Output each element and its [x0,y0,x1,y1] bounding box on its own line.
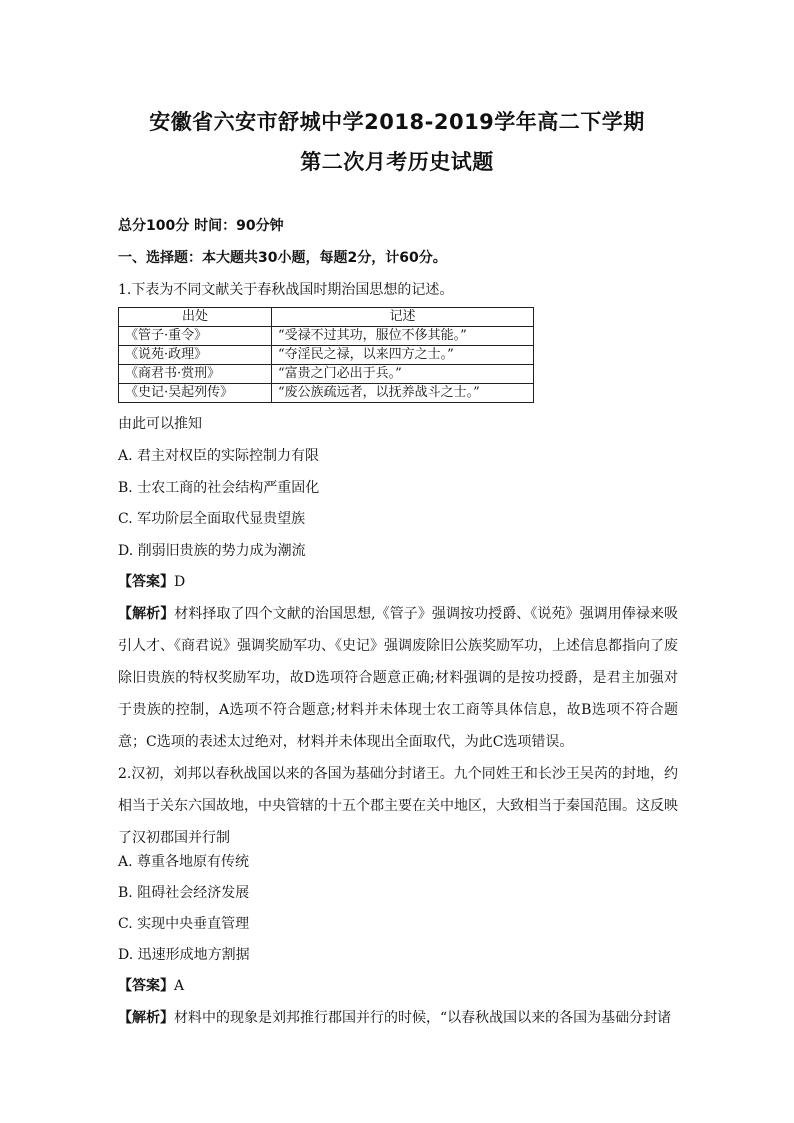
table-cell-record: “废公族疏远者，以抚养战斗之士。” [272,384,534,403]
question-2-analysis [118,1002,678,1042]
analysis-text: 材料中的现象是刘邦推行郡国并行的时候，“以春秋战国以来的各国为基础分封诸 [174,1010,672,1026]
question-1-table [118,307,534,403]
section-heading: 一、选择题：本大题共30小题，每题2分，计60分。 [118,250,447,266]
table-header-record: 记述 [272,308,534,327]
table-row [119,365,534,384]
table-row [119,346,534,365]
table-cell-source: 《管子·重令》 [119,327,272,346]
question-1-stem: 1.下表为不同文献关于春秋战国时期治国思想的记述。 [118,282,454,298]
option-b: B. 士农工商的社会结构严重固化 [118,480,320,496]
answer-value: D [174,574,186,590]
analysis-text: 材料择取了四个文献的治国思想,《管子》强调按功授爵、《说苑》强调用俸禄来吸引人才、《商君说》强调奖励军功、《史记》强调废除旧公族奖励军功，上述信息都指向了废除旧贵族的特权奖励军功，故D选项符合题意正确;材料强调的是按功授爵，是君主加强对于贵族的控制，A选项不符合题意;材料并未体现士农工商等具体信息，故B选项不符合题意；C选项的表述太过绝对，材料并未体现出全面取代，为此C选项错误。 [118,606,679,750]
option-b: B. 阻碍社会经济发展 [118,885,250,901]
answer-label: 【答案】 [118,978,174,994]
document-title-line1: 安徽省六安市舒城中学2018-2019学年高二下学期 [149,110,645,134]
answer-label: 【答案】 [118,574,174,590]
table-cell-record: “受禄不过其功，服位不侈其能。” [272,327,534,346]
table-cell-source: 《史记·吴起列传》 [119,384,272,403]
option-c: C. 军功阶层全面取代显贵望族 [118,511,306,527]
question-1-answer [118,572,678,592]
answer-value: A [174,978,185,994]
table-row [119,384,534,403]
table-cell-source: 《商君书·赏刑》 [119,365,272,384]
exam-meta: 总分100分 时间：90分钟 [118,218,284,234]
table-cell-record: “富贵之门必出于兵。” [272,365,534,384]
option-d: D. 削弱旧贵族的势力成为潮流 [118,543,306,559]
question-2-stem: 2.汉初，刘邦以春秋战国以来的各国为基础分封诸王。九个同姓王和长沙王吴芮的封地，约相当于关东六国故地，中央管辖的十五个郡主要在关中地区，大致相当于秦国范围。这反映了汉初郡国并行制 [118,766,678,846]
table-cell-source: 《说苑·政理》 [119,346,272,365]
table-cell-record: “夺淫民之禄，以来四方之士。” [272,346,534,365]
question-1-analysis [118,598,678,758]
option-c: C. 实现中央垂直管理 [118,916,250,932]
option-d: D. 迅速形成地方割据 [118,947,250,963]
table-header-row [119,308,534,327]
option-a: A. 君主对权臣的实际控制力有限 [118,448,320,464]
analysis-label: 【解析】 [118,606,175,622]
analysis-label: 【解析】 [118,1010,174,1026]
question-1-prompt: 由此可以推知 [118,416,202,432]
table-header-source: 出处 [119,308,272,327]
question-2-answer [118,976,678,996]
option-a: A. 尊重各地原有传统 [118,854,250,870]
document-title-line2: 第二次月考历史试题 [300,150,494,174]
table-row [119,327,534,346]
